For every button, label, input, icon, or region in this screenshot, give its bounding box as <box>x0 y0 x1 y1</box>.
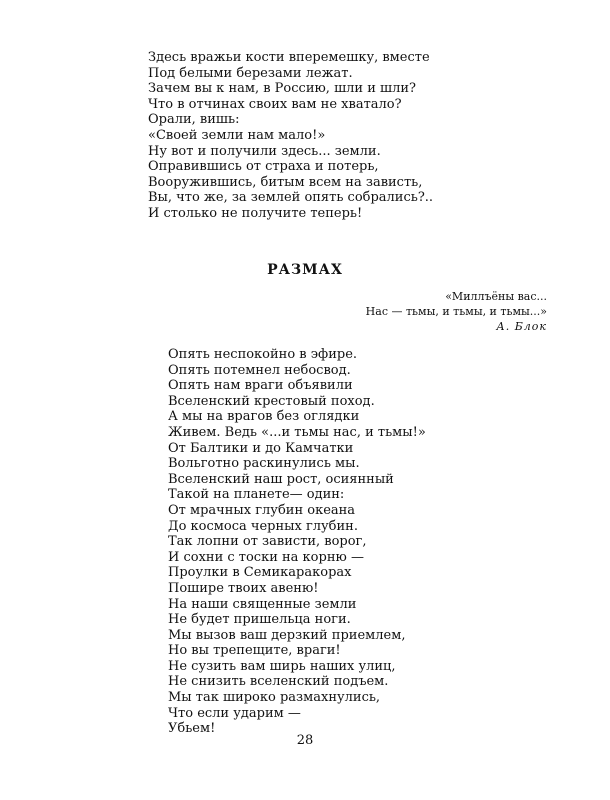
epigraph-line: «Миллъёны вас... <box>445 290 547 303</box>
poem-line: Но вы трепещите, враги! <box>168 643 341 659</box>
poem-line: От мрачных глубин океана <box>168 502 356 518</box>
poem-line: А мы на врагов без оглядки <box>168 409 360 425</box>
poem-line: Вселенский крестовый поход. <box>168 393 375 409</box>
poem-line: Орали, вишь: <box>148 112 240 128</box>
poem-line: Вооружившись, битым всем на зависть, <box>148 174 423 190</box>
poem-line: Вы, что же, за землей опять собрались?.. <box>148 190 434 206</box>
poem-line: От Балтики и до Камчатки <box>168 440 354 456</box>
poem-line: До космоса черных глубин. <box>168 518 358 534</box>
poem-line: Так лопни от зависти, ворог, <box>168 534 367 550</box>
poem-line: Вольготно раскинулись мы. <box>168 456 360 472</box>
poem-line: Под белыми березами лежат. <box>148 65 353 81</box>
poem-title: РАЗМАХ <box>267 262 343 278</box>
poem-line: И столько не получите теперь! <box>148 205 363 221</box>
poem-line: Мы так широко размахнулись, <box>168 690 381 706</box>
epigraph <box>366 289 547 334</box>
poem-line: Проулки в Семикаракорах <box>168 565 352 581</box>
poem-line: Опять неспокойно в эфире. <box>168 347 358 362</box>
page-number: 28 <box>296 733 314 748</box>
poem-line: Такой на планете— один: <box>168 487 345 503</box>
poem-line: И сохни с тоски на корню — <box>168 549 364 565</box>
poem-line: Здесь вражьи кости вперемешку, вместе <box>148 50 430 65</box>
poem-line: Живем. Ведь «...и тьмы нас, и тьмы!» <box>168 424 426 440</box>
poem-line: Не снизить вселенский подъем. <box>168 674 389 690</box>
poem-line: Оправившись от страха и потерь, <box>148 159 379 175</box>
epigraph-author: А. Блок <box>496 320 547 333</box>
poem-line: «Своей земли нам мало!» <box>148 127 326 143</box>
poem-line: Что в отчинах своих вам не хватало? <box>148 96 402 112</box>
epigraph-line: Нас — тьмы, и тьмы, и тьмы...» <box>365 305 547 318</box>
poem-line: Зачем вы к нам, в Россию, шли и шли? <box>148 81 416 97</box>
poem-line: Вселенский наш рост, осиянный <box>168 471 394 487</box>
poem-line: Не будет пришельца ноги. <box>168 612 351 628</box>
first-poem-text <box>148 50 433 222</box>
poem-line: Убьем! <box>168 721 216 737</box>
poem-line: Ну вот и получили здесь... земли. <box>148 143 381 159</box>
poem-line: Опять нам враги объявили <box>168 378 353 394</box>
poem-line: Пошире твоих авеню! <box>168 580 319 596</box>
second-poem-text <box>168 347 426 737</box>
poem-line: На наши священные земли <box>168 596 357 612</box>
poem-line: Что если ударим — <box>168 705 301 721</box>
poem-line: Мы вызов ваш дерзкий приемлем, <box>168 627 406 643</box>
poem-line: Опять потемнел небосвод. <box>168 362 351 378</box>
poem-line: Не сузить вам ширь наших улиц, <box>168 658 396 674</box>
